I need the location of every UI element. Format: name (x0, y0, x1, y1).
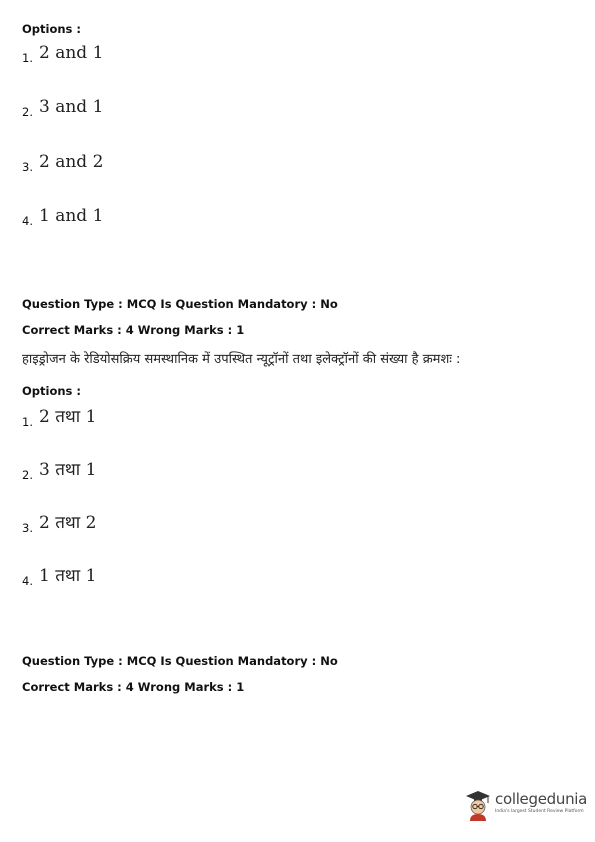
option-text: 1 तथा 1 (38, 566, 97, 586)
question-type: Question Type : MCQ Is Question Mandatory : No (22, 297, 338, 311)
option-text: 3 तथा 1 (38, 460, 97, 480)
collegedunia-logo (463, 788, 589, 822)
option-text: 2 तथा 2 (38, 513, 97, 533)
option-2 (22, 97, 103, 117)
option-number: 1. (22, 51, 33, 65)
option-4 (22, 206, 103, 226)
question-text: हाइड्रोजन के रेडियोसक्रिय समस्थानिक में उपस्थित न्यूट्रॉनों तथा इलेक्ट्रॉनों की संख्या है क्रमशः : (22, 352, 461, 367)
option-number: 2. (22, 468, 33, 482)
options-label: Options : (22, 384, 81, 398)
option-number: 4. (22, 214, 33, 228)
option-text: 2 तथा 1 (38, 407, 97, 427)
option-text: 1 and 1 (38, 206, 104, 226)
option-text: 2 and 2 (38, 152, 104, 172)
option-3 (22, 152, 103, 172)
question-type: Question Type : MCQ Is Question Mandatory : No (22, 654, 338, 668)
option-number: 3. (22, 521, 33, 535)
graduate-mascot-icon (463, 788, 493, 822)
marks-info: Correct Marks : 4 Wrong Marks : 1 (22, 680, 245, 694)
logo-name: collegedunia (495, 790, 588, 808)
option-text: 2 and 1 (38, 43, 104, 63)
logo-tagline: India's largest Student Review Platform (495, 809, 584, 814)
marks-info: Correct Marks : 4 Wrong Marks : 1 (22, 323, 245, 337)
options-label: Options : (22, 22, 81, 36)
option-text: 3 and 1 (38, 97, 104, 117)
option-number: 3. (22, 160, 33, 174)
option-1 (22, 404, 96, 427)
option-3 (22, 510, 96, 533)
option-number: 4. (22, 574, 33, 588)
option-number: 2. (22, 105, 33, 119)
option-number: 1. (22, 415, 33, 429)
option-2 (22, 457, 96, 480)
option-1 (22, 43, 103, 63)
option-4 (22, 563, 96, 586)
